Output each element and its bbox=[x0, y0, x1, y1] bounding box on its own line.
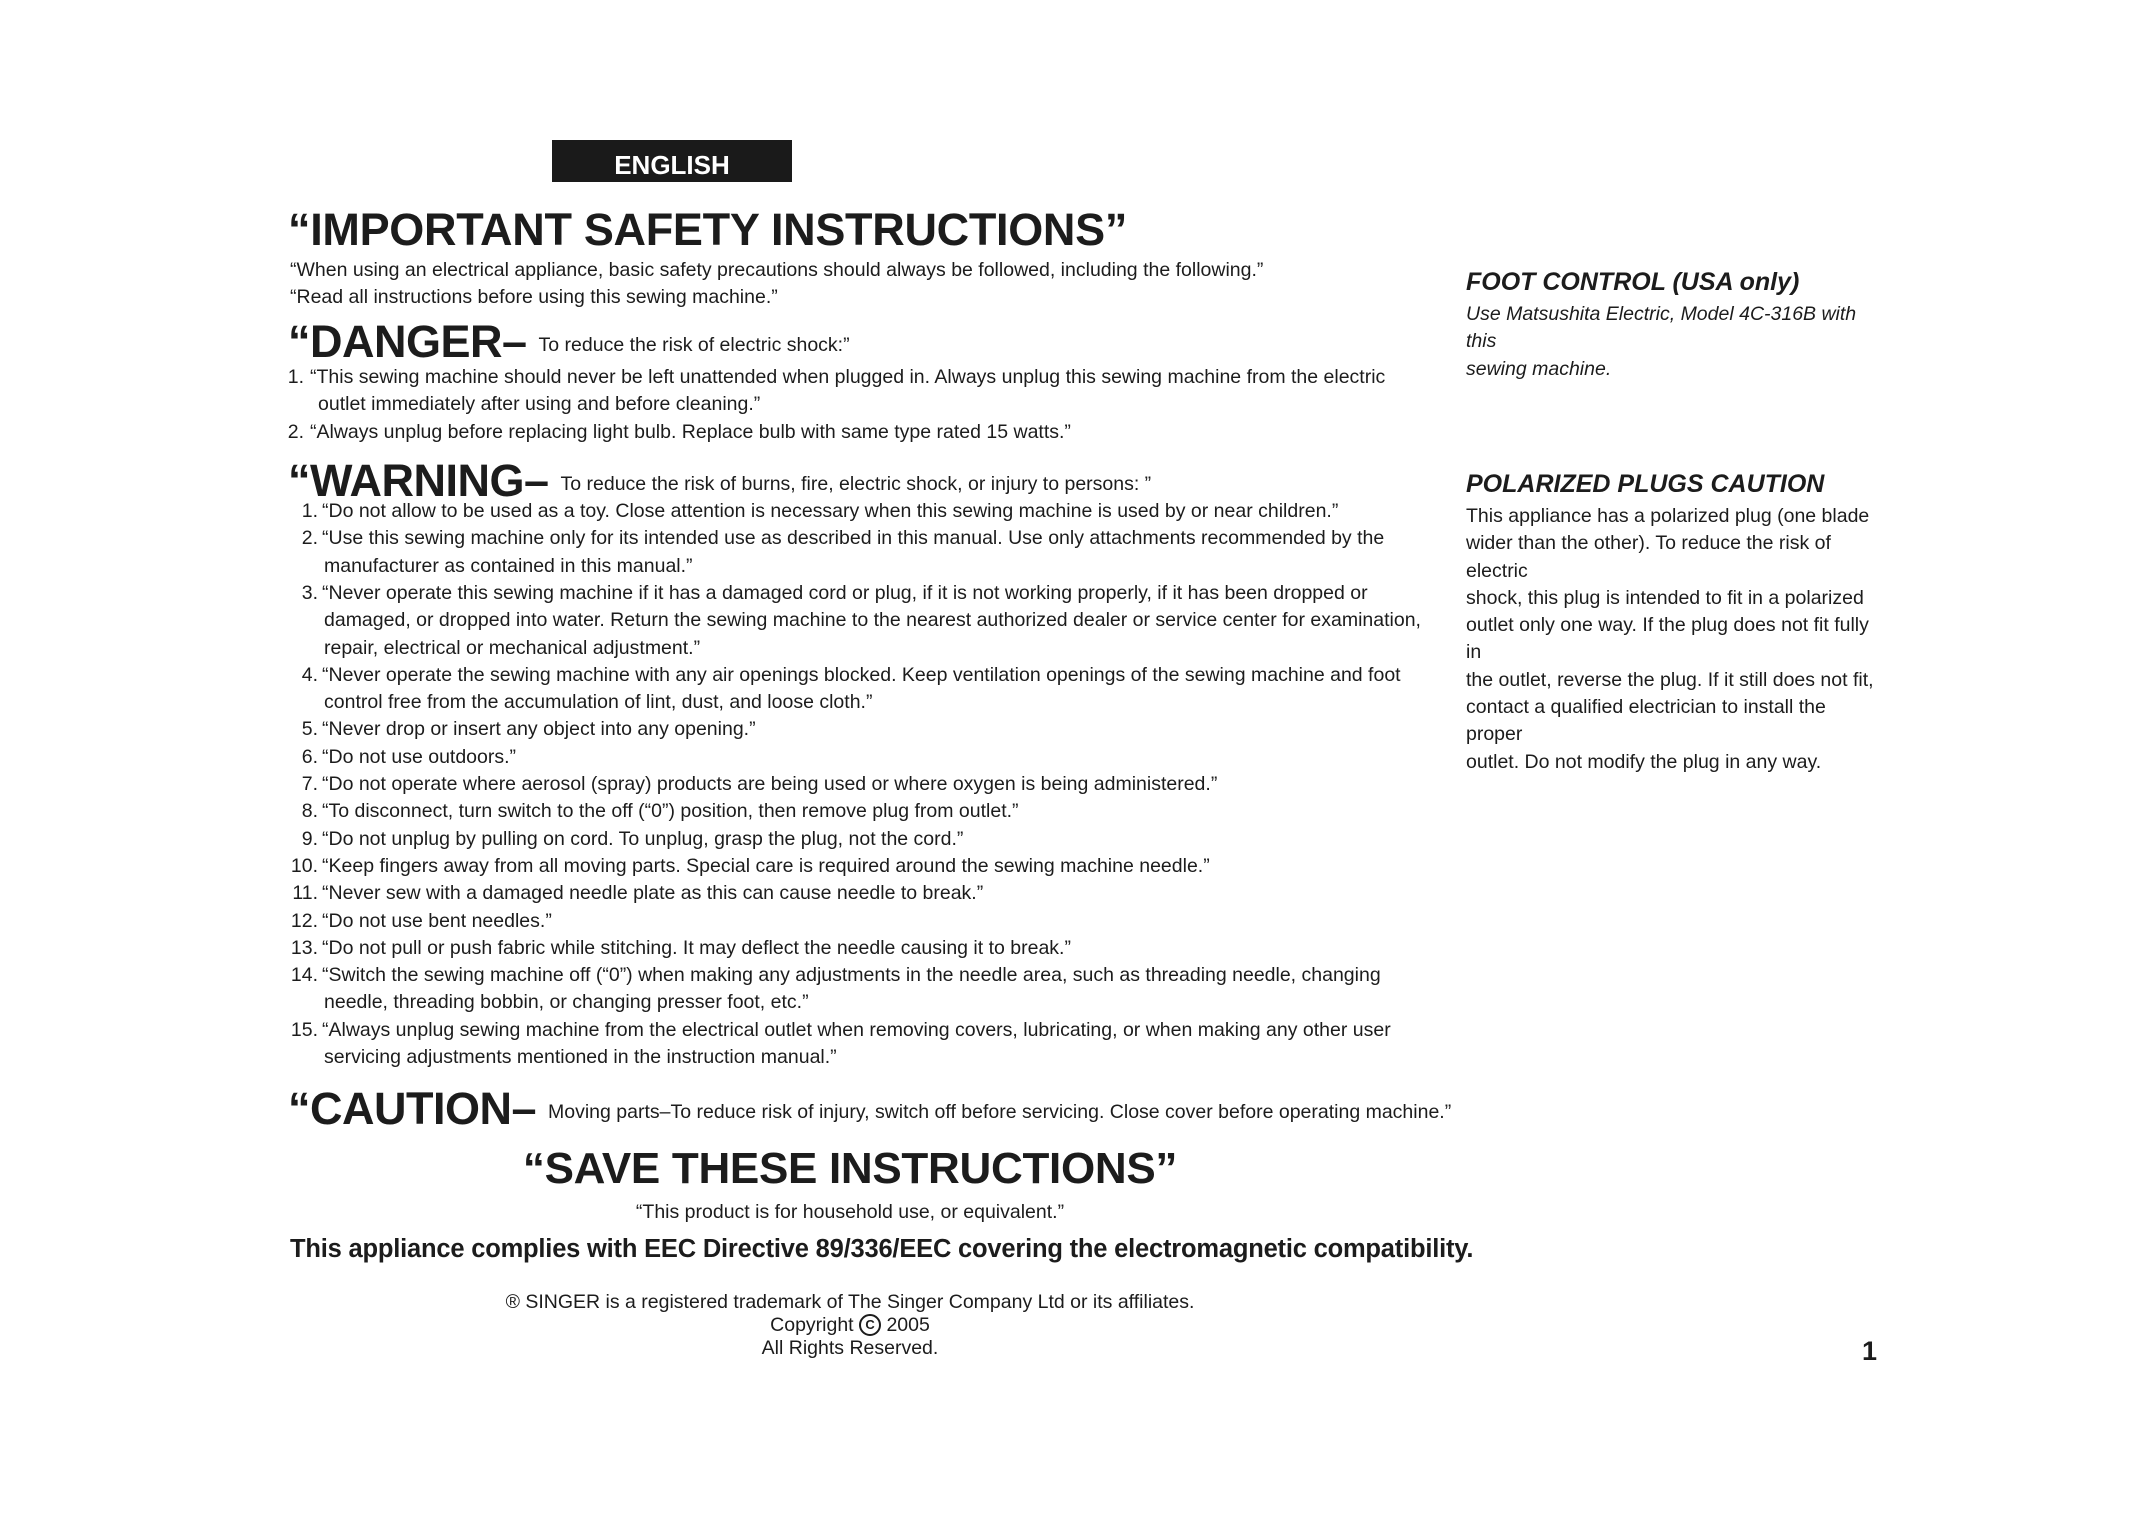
list-item-text: “Keep fingers away from all moving parts. Special care is required around the sewing machine needle.” bbox=[322, 854, 1210, 877]
list-item-text: “Do not pull or push fabric while stitching. It may deflect the needle causing it to break.” bbox=[322, 936, 1071, 959]
list-item-number: 1. bbox=[301, 500, 318, 522]
polarized-line: This appliance has a polarized plug (one blade bbox=[1466, 505, 1870, 527]
foot-control-heading: FOOT CONTROL (USA only) bbox=[1466, 268, 1800, 296]
list-item-number: 2. bbox=[287, 420, 304, 443]
language-tab: ENGLISH bbox=[552, 140, 792, 182]
list-item-text: “Never operate this sewing machine if it has a damaged cord or plug, if it is not working properly, if it has been dropped or bbox=[322, 581, 1368, 604]
list-item-text: “Never operate the sewing machine with any air openings blocked. Keep ventilation openings of the sewing machine and foot bbox=[322, 663, 1401, 686]
warning-description: To reduce the risk of burns, fire, electric shock, or injury to persons: ” bbox=[560, 473, 1152, 495]
save-instructions-title: “SAVE THESE INSTRUCTIONS” bbox=[522, 1144, 1178, 1193]
warning-heading: “WARNING– bbox=[288, 455, 549, 506]
list-item-text: outlet immediately after using and before cleaning.” bbox=[318, 393, 761, 416]
list-item-text: “To disconnect, turn switch to the off (“0”) position, then remove plug from outlet.” bbox=[322, 800, 1019, 823]
foot-control-text bbox=[1466, 301, 1886, 383]
list-item-number: 14. bbox=[290, 964, 318, 987]
list-item-text: repair, electrical or mechanical adjustment.” bbox=[324, 636, 701, 659]
polarized-line: shock, this plug is intended to fit in a polarized bbox=[1466, 586, 1864, 609]
list-item-number: 7. bbox=[301, 773, 318, 795]
copyright-label: Copyright bbox=[770, 1314, 854, 1336]
list-item-text: “Never sew with a damaged needle plate as this can cause needle to break.” bbox=[322, 882, 984, 905]
copyright-line bbox=[0, 1314, 1700, 1337]
list-item-text: “Do not allow to be used as a toy. Close attention is necessary when this sewing machine is used by or near children.” bbox=[322, 500, 1339, 522]
list-item-number: 6. bbox=[301, 745, 318, 768]
list-item-text: servicing adjustments mentioned in the instruction manual.” bbox=[324, 1046, 837, 1068]
polarized-line: the outlet, reverse the plug. If it still does not fit, bbox=[1466, 668, 1874, 691]
list-item-number: 9. bbox=[301, 827, 318, 850]
copyright-symbol: C bbox=[859, 1314, 881, 1336]
list-item-text: “Use this sewing machine only for its intended use as described in this manual. Use only attachments recommended by the bbox=[322, 527, 1385, 550]
list-item-text: “This sewing machine should never be left unattended when plugged in. Always unplug this sewing machine from the electric bbox=[310, 366, 1386, 388]
page-title: “IMPORTANT SAFETY INSTRUCTIONS” bbox=[288, 204, 1128, 255]
page-number: 1 bbox=[1862, 1336, 1878, 1366]
caution-heading-row bbox=[288, 1083, 1451, 1135]
list-item-text: control free from the accumulation of lint, dust, and loose cloth.” bbox=[324, 691, 873, 714]
caution-description: Moving parts–To reduce risk of injury, switch off before servicing. Close cover before operating machine.” bbox=[548, 1101, 1452, 1123]
caution-heading: “CAUTION– bbox=[288, 1083, 537, 1134]
list-item-number: 3. bbox=[301, 581, 318, 604]
list-item-number: 10. bbox=[290, 854, 318, 877]
list-item-number: 1. bbox=[287, 366, 304, 388]
list-item-number: 5. bbox=[301, 718, 318, 741]
list-item-number: 11. bbox=[292, 882, 318, 905]
list-item-number: 8. bbox=[301, 800, 318, 823]
polarized-plugs-heading: POLARIZED PLUGS CAUTION bbox=[1466, 470, 1825, 498]
list-item-text: manufacturer as contained in this manual.” bbox=[324, 554, 693, 577]
list-item-text: “Do not use bent needles.” bbox=[322, 909, 552, 932]
intro-line-1: “When using an electrical appliance, basic safety precautions should always be followed, including the following.” bbox=[290, 259, 1264, 281]
foot-control-line: Use Matsushita Electric, Model 4C-316B with this bbox=[1466, 303, 1857, 353]
list-item-text: “Always unplug before replacing light bulb. Replace bulb with same type rated 15 watts.” bbox=[310, 420, 1071, 443]
eec-compliance: This appliance complies with EEC Directive 89/336/EEC covering the electromagnetic compatibility. bbox=[290, 1235, 1474, 1263]
list-item-number: 4. bbox=[301, 663, 318, 686]
polarized-line: outlet. Do not modify the plug in any way. bbox=[1466, 750, 1822, 773]
list-item-text: “Do not unplug by pulling on cord. To unplug, grasp the plug, not the cord.” bbox=[322, 827, 964, 850]
polarized-line: wider than the other). To reduce the risk of electric bbox=[1466, 532, 1831, 582]
copyright-year: 2005 bbox=[886, 1314, 930, 1336]
list-item-text: damaged, or dropped into water. Return the sewing machine to the nearest authorized dealer or service center for examination, bbox=[324, 609, 1421, 632]
danger-heading-row bbox=[288, 316, 850, 368]
foot-control-line: sewing machine. bbox=[1466, 357, 1612, 380]
list-item-text: “Do not operate where aerosol (spray) products are being used or where oxygen is being administered.” bbox=[322, 773, 1218, 795]
list-item-text: “Switch the sewing machine off (“0”) when making any adjustments in the needle area, such as threading needle, changing bbox=[322, 964, 1381, 987]
list-item-text: “Do not use outdoors.” bbox=[322, 745, 517, 768]
intro-line-2: “Read all instructions before using this sewing machine.” bbox=[290, 286, 778, 308]
polarized-line: outlet only one way. If the plug does not fit fully in bbox=[1466, 614, 1869, 664]
list-item-text: “Never drop or insert any object into any opening.” bbox=[322, 718, 756, 741]
danger-description: To reduce the risk of electric shock:” bbox=[538, 334, 850, 356]
danger-heading: “DANGER– bbox=[288, 316, 527, 367]
list-item-number: 15. bbox=[290, 1018, 318, 1041]
list-item-text: “Always unplug sewing machine from the electrical outlet when removing covers, lubricating, or when making any other user bbox=[322, 1018, 1391, 1041]
polarized-line: contact a qualified electrician to install the proper bbox=[1466, 696, 1826, 746]
polarized-plugs-text bbox=[1466, 503, 1886, 776]
list-item-text: needle, threading bobbin, or changing presser foot, etc.” bbox=[324, 991, 809, 1014]
household-note: “This product is for household use, or equivalent.” bbox=[635, 1201, 1065, 1223]
list-item-number: 2. bbox=[301, 527, 318, 550]
trademark-note: ® SINGER is a registered trademark of The Singer Company Ltd or its affiliates. bbox=[505, 1291, 1195, 1313]
list-item-number: 12. bbox=[290, 909, 318, 932]
list-item-number: 13. bbox=[290, 936, 318, 959]
rights-reserved: All Rights Reserved. bbox=[761, 1337, 939, 1359]
